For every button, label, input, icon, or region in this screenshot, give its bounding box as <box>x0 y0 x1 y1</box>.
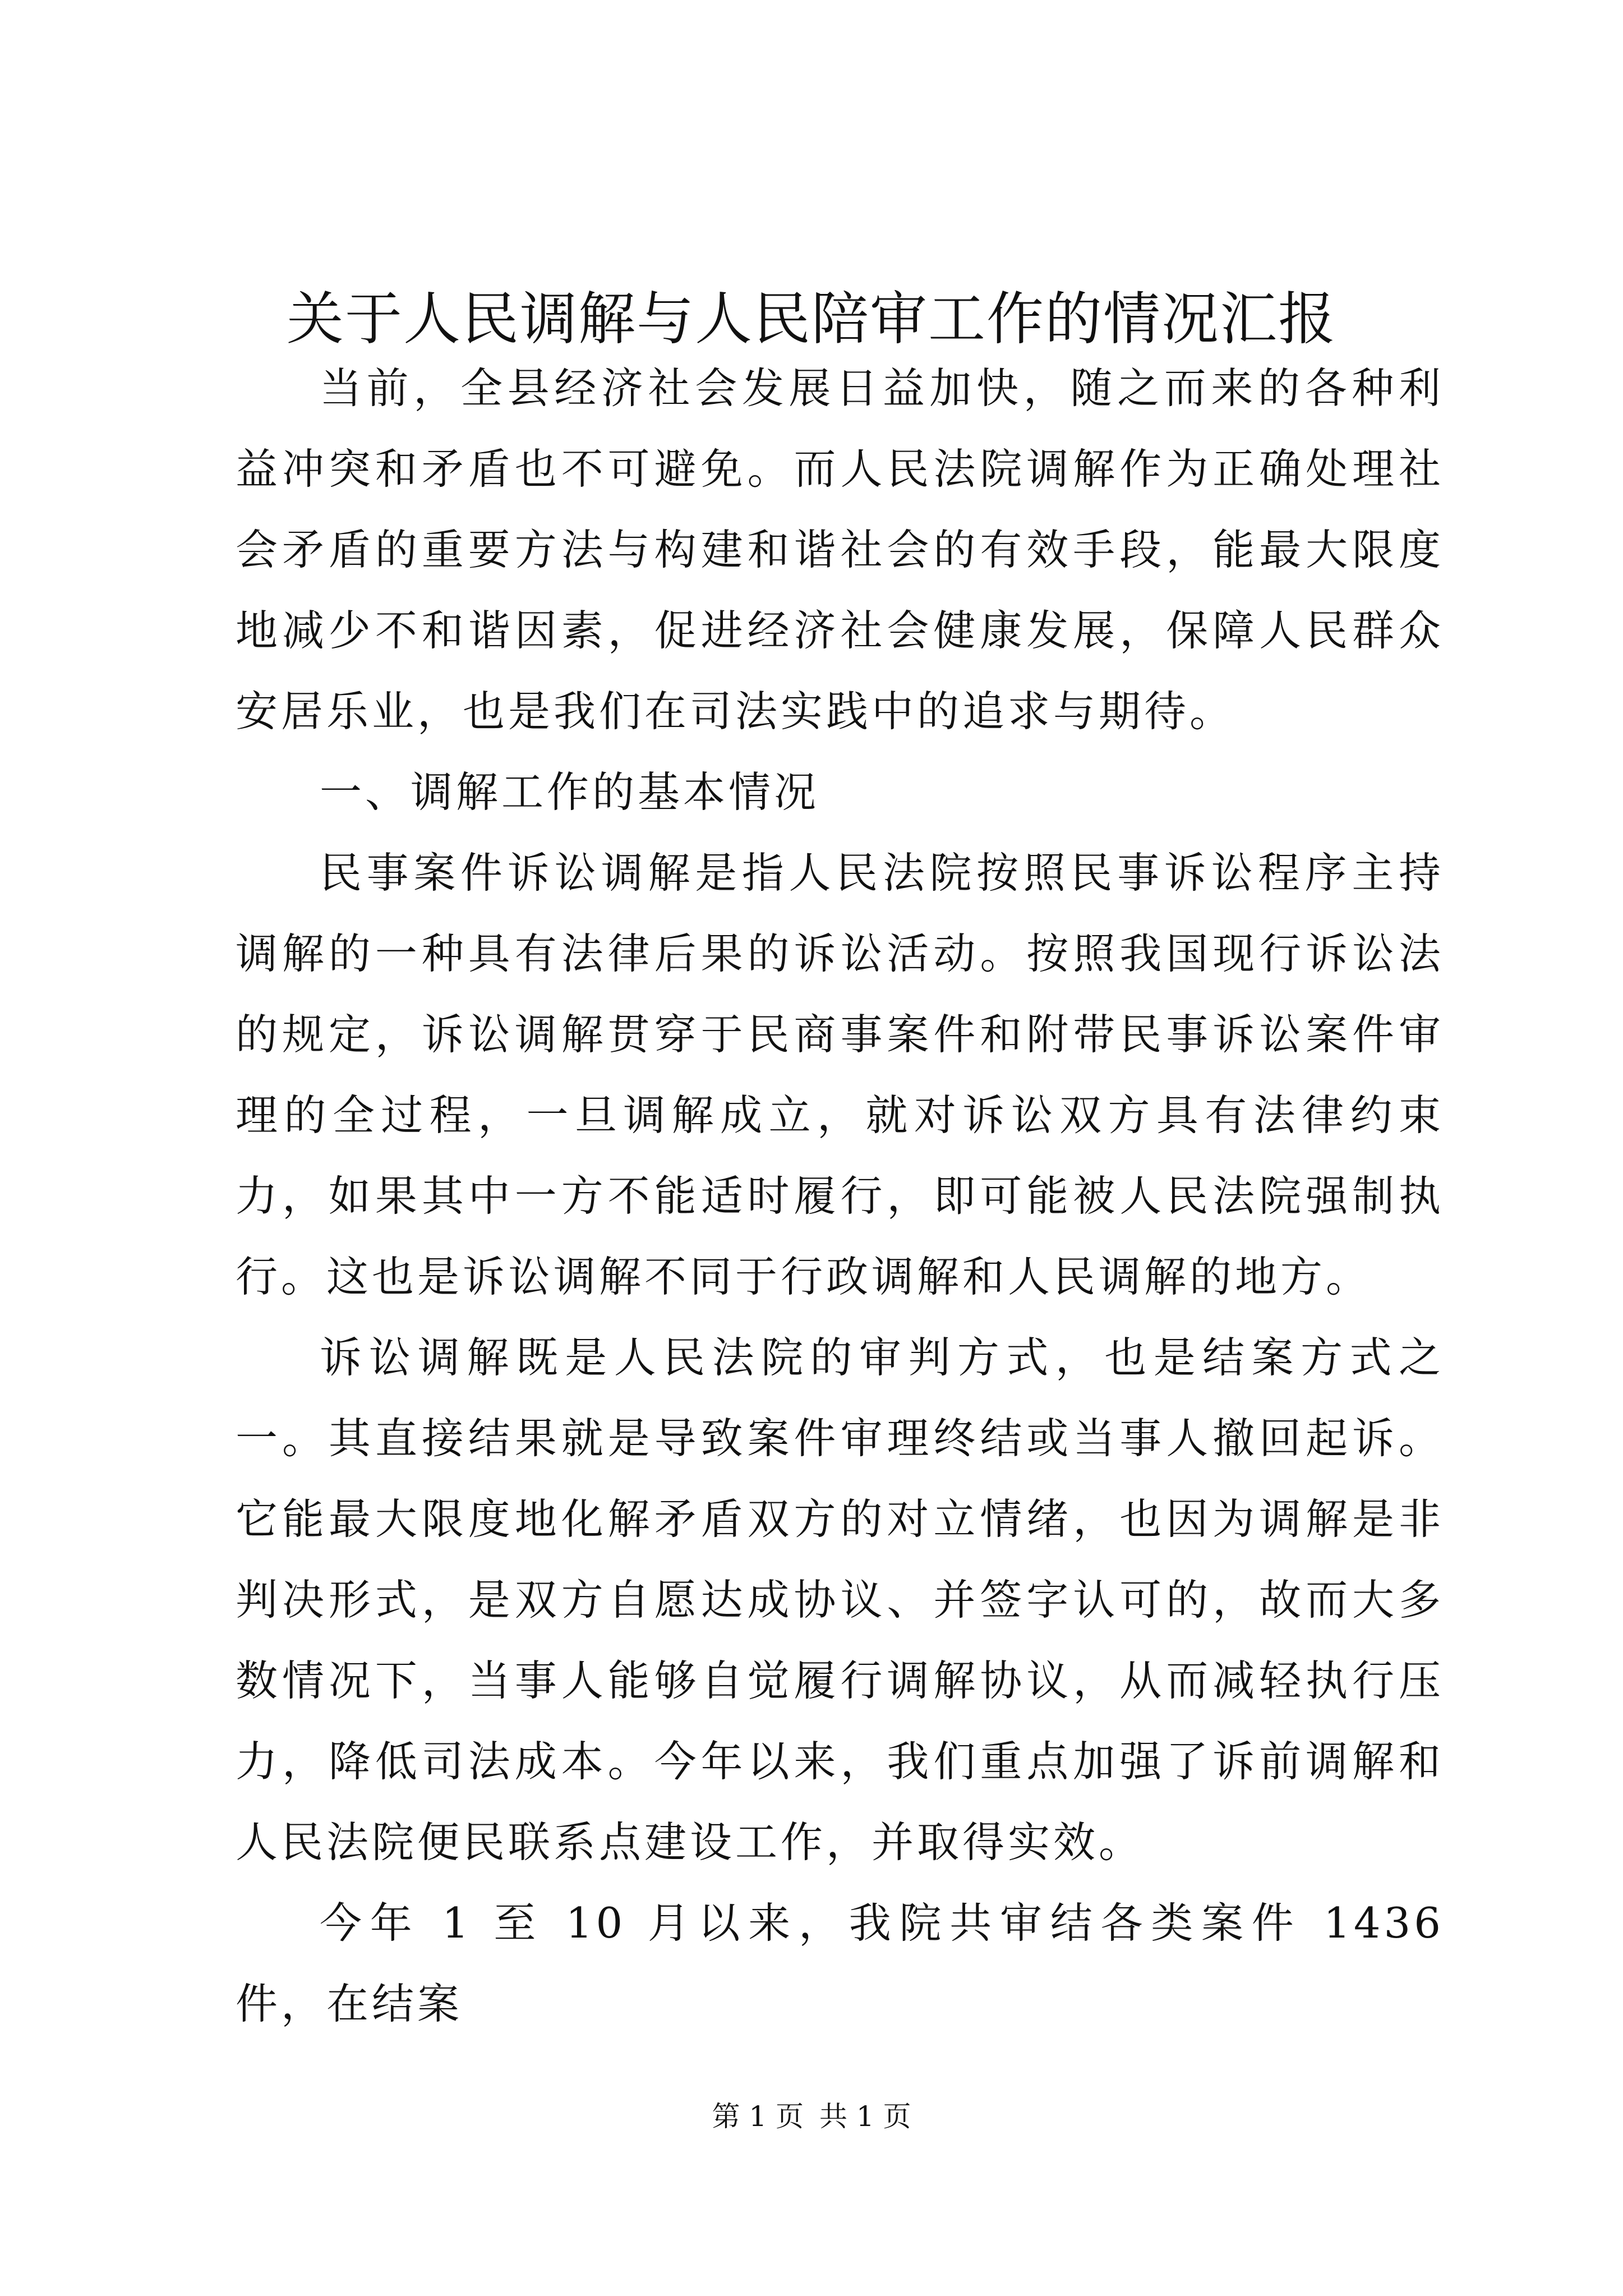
document-body <box>236 348 1444 2044</box>
section-heading-1: 一、调解工作的基本情况 <box>320 767 820 817</box>
paragraph-statistics: 今年 1 至 10 月以来，我院共审结各类案件 1436 件，在结案 <box>236 1898 1444 2028</box>
page-number: 第 1 页 <box>712 2100 804 2133</box>
page-total: 共 1 页 <box>819 2100 911 2133</box>
paragraph-intro: 当前，全县经济社会发展日益加快，随之而来的各种利益冲突和矛盾也不可避免。而人民法院调解作为正确处理社会矛盾的重要方法与构建和谐社会的有效手段，能最大限度地减少不和谐因素，促进经济社会健康发展，保障人民群众安居乐业，也是我们在司法实践中的追求与期待。 <box>236 364 1444 736</box>
paragraph-litigation-mediation: 诉讼调解既是人民法院的审判方式，也是结案方式之一。其直接结果就是导致案件审理终结或当事人撤回起诉。它能最大限度地化解矛盾双方的对立情绪，也因为调解是非判决形式，是双方自愿达成协议、并签字认可的，故而大多数情况下，当事人能够自觉履行调解协议，从而减轻执行压力，降低司法成本。今年以来，我们重点加强了诉前调解和人民法院便民联系点建设工作，并取得实效。 <box>236 1333 1444 1867</box>
page-footer <box>0 2097 1623 2136</box>
paragraph-definition: 民事案件诉讼调解是指人民法院按照民事诉讼程序主持调解的一种具有法律后果的诉讼活动。按照我国现行诉讼法的规定，诉讼调解贯穿于民商事案件和附带民事诉讼案件审理的全过程，一旦调解成立，就对诉讼双方具有法律约束力，如果其中一方不能适时履行，即可能被人民法院强制执行。这也是诉讼调解不同于行政调解和人民调解的地方。 <box>236 848 1444 1301</box>
document-title: 关于人民调解与人民陪审工作的情况汇报 <box>287 286 1336 353</box>
